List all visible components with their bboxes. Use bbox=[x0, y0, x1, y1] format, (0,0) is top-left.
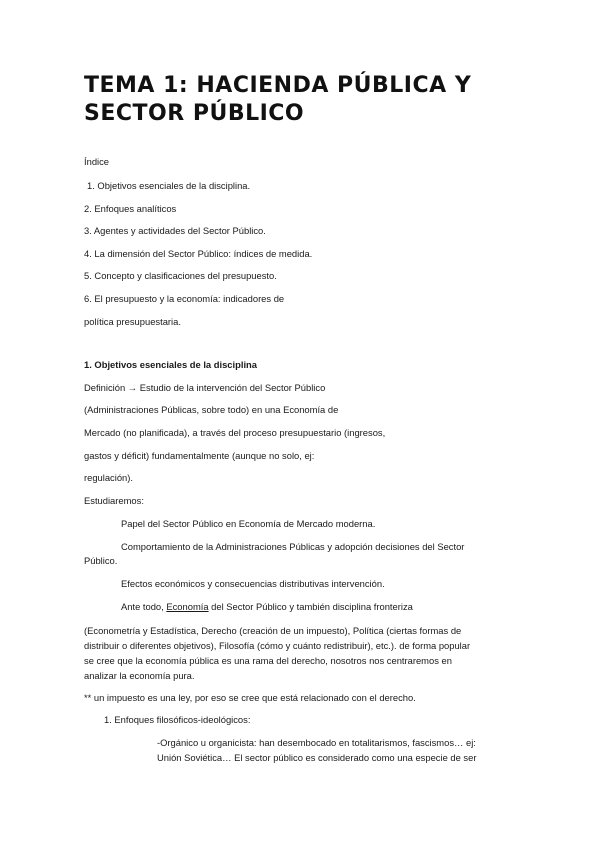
sub-line: Unión Soviética… El sector público es considerado como una especie de ser bbox=[157, 752, 477, 763]
index-heading: Índice bbox=[84, 156, 110, 167]
sub-line: -Orgánico u organicista: han desembocado en totalitarismos, fascismos… ej: bbox=[157, 737, 476, 748]
definition-line: (Administraciones Públicas, sobre todo) en una Economía de bbox=[84, 404, 339, 415]
index-item: política presupuestaria. bbox=[84, 316, 181, 327]
index-item: 4. La dimensión del Sector Público: índices de medida. bbox=[84, 248, 313, 259]
ante-line bbox=[121, 601, 413, 613]
ante-underlined: Economía bbox=[166, 601, 209, 612]
study-label: Estudiaremos: bbox=[84, 495, 144, 506]
definition-line: Definición → Estudio de la intervención del Sector Público bbox=[84, 382, 326, 393]
section-heading: 1. Objetivos esenciales de la disciplina bbox=[84, 359, 257, 370]
numbered-item: 1. Enfoques filosóficos-ideológicos: bbox=[104, 714, 251, 725]
index-item: 6. El presupuesto y la economía: indicadores de bbox=[84, 293, 285, 304]
definition-line: gastos y déficit) fundamentalmente (aunque no solo, ej: bbox=[84, 450, 315, 461]
index-item: 3. Agentes y actividades del Sector Público. bbox=[84, 225, 266, 236]
study-item: Papel del Sector Público en Economía de Mercado moderna. bbox=[121, 518, 376, 529]
document-title: TEMA 1: HACIENDA PÚBLICA Y SECTOR PÚBLICO bbox=[84, 73, 472, 126]
ante-suffix: del Sector Público y también disciplina fronteriza bbox=[208, 601, 413, 612]
study-item: Comportamiento de la Administraciones Públicas y adopción decisiones del Sector bbox=[121, 541, 465, 552]
index-item: 5. Concepto y clasificaciones del presupuesto. bbox=[84, 270, 277, 281]
study-item: Público. bbox=[84, 555, 118, 566]
index-item: 1. Objetivos esenciales de la disciplina. bbox=[87, 180, 251, 191]
paragraph-line: analizar la economía pura. bbox=[84, 670, 195, 681]
paragraph-line: se cree que la economía pública es una rama del derecho, nosotros nos centraremos en bbox=[84, 655, 452, 666]
study-item: Efectos económicos y consecuencias distributivas intervención. bbox=[121, 578, 385, 589]
footnote: ** un impuesto es una ley, por eso se cree que está relacionado con el derecho. bbox=[84, 692, 416, 703]
index-item: 2. Enfoques analíticos bbox=[84, 203, 177, 214]
definition-line: Mercado (no planificada), a través del proceso presupuestario (ingresos, bbox=[84, 427, 386, 438]
definition-line: regulación). bbox=[84, 472, 133, 483]
ante-prefix: Ante todo, bbox=[121, 601, 167, 612]
paragraph-line: distribuir o diferentes objetivos), Filosofía (cómo y cuánto redistribuir), etc.). de forma popular bbox=[84, 640, 471, 651]
paragraph-line: (Econometría y Estadística, Derecho (creación de un impuesto), Política (ciertas formas de bbox=[84, 625, 462, 636]
